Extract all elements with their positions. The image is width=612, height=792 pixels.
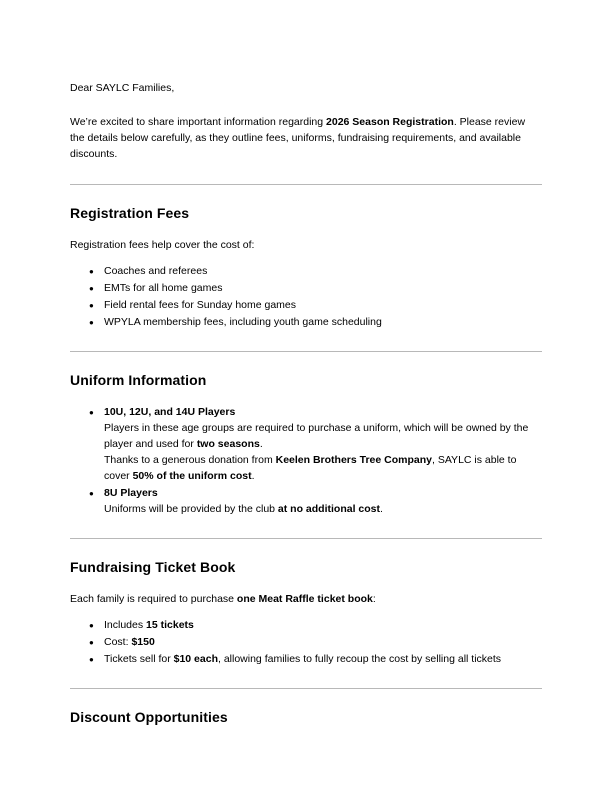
uniform-item-line2 — [104, 452, 542, 484]
uniform-line2-a: Thanks to a generous donation from — [104, 454, 276, 466]
uniform-line2-e: . — [251, 470, 255, 482]
section-divider — [70, 688, 542, 689]
list-item: ● WPYLA membership fees, including youth game scheduling — [104, 314, 542, 330]
uniform-line1-a: Players in these age groups are required to purchase a uniform, which will be owned by the player and used for — [104, 422, 529, 450]
fundraising-lead-bold: one Meat Raffle ticket book — [236, 593, 373, 605]
uniform-item-title: 10U, 12U, and 14U Players — [104, 406, 236, 418]
section-divider — [70, 351, 542, 352]
list-item — [104, 634, 542, 650]
list-item — [104, 651, 542, 667]
fundraising-b1-a: Cost: — [104, 636, 132, 648]
section-fundraising-ticket-book — [70, 591, 542, 667]
list-item — [104, 404, 542, 484]
list-item: ● Field rental fees for Sunday home games — [104, 297, 542, 313]
uniform-item-line1 — [104, 420, 542, 452]
uniform-line2-bold-percent: 50% of the uniform cost — [132, 470, 252, 482]
heading-uniform-information: Uniform Information — [70, 372, 207, 388]
fundraising-b2-a: Tickets sell for — [104, 653, 174, 665]
section-registration-fees — [70, 237, 542, 330]
registration-fees-lead: Registration fees help cover the cost of: — [70, 239, 255, 251]
intro-text-part2: . Please review the details below carefully, as they outline fees, uniforms, fundraising requirements, and available discounts. — [70, 116, 526, 160]
fundraising-lead-c: : — [372, 593, 376, 605]
intro-text-part1: We’re excited to share important information regarding — [70, 116, 327, 128]
section-divider — [70, 538, 542, 539]
heading-discount-opportunities: Discount Opportunities — [70, 709, 228, 725]
fundraising-lead — [70, 591, 542, 607]
uniform-line2-bold-donor: Keelen Brothers Tree Company — [275, 454, 432, 466]
fundraising-b2-bold: $10 each — [173, 653, 218, 665]
fundraising-b0-a: Includes — [104, 619, 147, 631]
section-divider — [70, 184, 542, 185]
heading-registration-fees: Registration Fees — [70, 205, 190, 221]
uniform-list — [70, 404, 542, 517]
heading-fundraising-ticket-book: Fundraising Ticket Book — [70, 559, 236, 575]
document-content — [70, 80, 542, 727]
section-uniform-information — [70, 404, 542, 517]
uniform-8u-line-bold: at no additional cost — [277, 503, 381, 515]
uniform-8u-line-a: Uniforms will be provided by the club — [104, 503, 278, 515]
list-item — [104, 485, 542, 517]
uniform-8u-line-c: . — [380, 503, 383, 515]
intro-bold-season: 2026 Season Registration — [326, 116, 454, 128]
registration-fees-list — [70, 263, 542, 330]
uniform-line2-c: , SAYLC is able to cover — [104, 454, 517, 482]
fundraising-b0-bold: 15 tickets — [146, 619, 194, 631]
uniform-item-line1 — [104, 501, 542, 517]
spacer — [70, 518, 542, 538]
spacer — [70, 668, 542, 688]
list-item: ● Coaches and referees — [104, 263, 542, 279]
fundraising-lead-a: Each family is required to purchase — [70, 593, 237, 605]
intro-paragraph — [70, 114, 542, 162]
spacer — [70, 331, 542, 351]
uniform-line1-bold: two seasons — [196, 438, 260, 450]
fundraising-b1-bold: $150 — [131, 636, 155, 648]
uniform-item-title: 8U Players — [104, 487, 158, 499]
fundraising-b2-c: , allowing families to fully recoup the cost by selling all tickets — [218, 653, 502, 665]
salutation: Dear SAYLC Families, — [70, 82, 175, 94]
fundraising-list — [70, 617, 542, 667]
list-item: ● EMTs for all home games — [104, 280, 542, 296]
list-item — [104, 617, 542, 633]
uniform-line1-c: . — [259, 438, 263, 450]
